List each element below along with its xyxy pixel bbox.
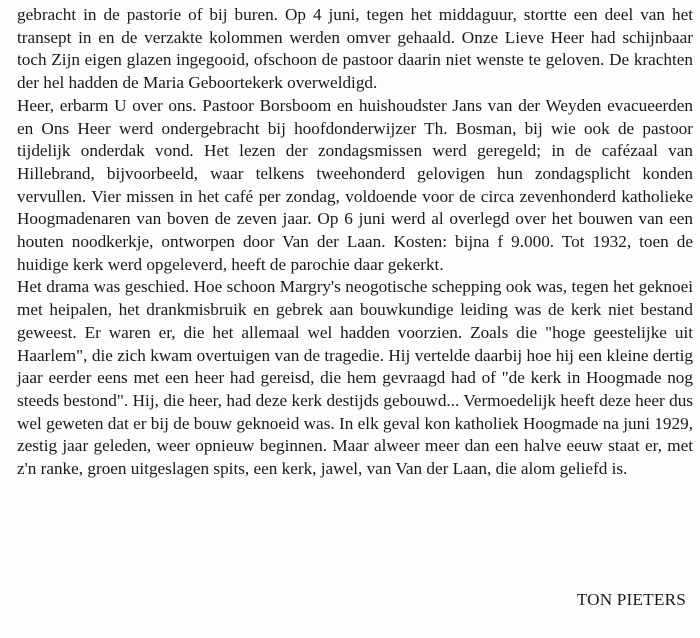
paragraph-drama: Het drama was geschied. Hoe schoon Margry's neogotische schepping ook was, tegen het geknoei met heipalen, het drankmisbruik en gebrek aan bouwkundige leiding was de kerk niet bestand geweest. Er waren er, die het allemaal wel hadden voorzien. Zoals die "hoge geestelijke uit Haarlem", die zich kwam overtuigen van de tragedie. Hij vertelde daarbij hoe hij een kleine dertig jaar eerder eens met een heer had gereisd, die hem gevraagd had of "de kerk in Hoogmade nog steeds bestond". Hij, die heer, had deze kerk destijds gebouwd... Vermoedelijk heeft deze heer dus wel geweten dat er bij de bouw geknoeid was. In elk geval kon katholiek Hoogmade na juni 1929, zestig jaar geleden, weer opnieuw beginnen. Maar alweer meer dan een halve eeuw staat er, met z'n ranke, groen uitgeslagen spits, een kerk, jawel, van Van der Laan, die alom geliefd is. <box>17 277 693 479</box>
paragraph-church-collapse: gebracht in de pastorie of bij buren. Op 4 juni, tegen het middaguur, stortte een deel van het transept in en de verzakte kolommen werden omver gehaald. Onze Lieve Heer had schijnbaar toch Zijn eigen glazen ingegooid, ofschoon de pastoor daarin niet wenste te geloven. De krachten der hel hadden de Maria Geboortekerk overweldigd. <box>17 5 693 93</box>
paragraph-evacuation: Heer, erbarm U over ons. Pastoor Borsboom en huishoudster Jans van der Weyden evacueerden en Ons Heer werd ondergebracht bij hoofdonderwijzer Th. Bosman, bij wie ook de pastoor tijdelijk onderdak vond. Het lezen der zondagsmissen werd geregeld; in de cafézaal van Hillebrand, bijvoorbeeld, waar telkens tweehonderd gelovigen hun zondagsplicht konden vervullen. Vier missen in het café per zondag, voldoende voor de circa zevenhonderd katholieke Hoogmadenaren van boven de zeven jaar. Op 6 juni werd al overlegd over het bouwen van een houten noodkerkje, ontworpen door Van der Laan. Kosten: bijna f 9.000. Tot 1932, toen de huidige kerk werd opgeleverd, heeft de parochie daar gekerkt. <box>17 95 693 274</box>
article-body <box>17 4 693 481</box>
author-signature: TON PIETERS <box>576 590 686 609</box>
